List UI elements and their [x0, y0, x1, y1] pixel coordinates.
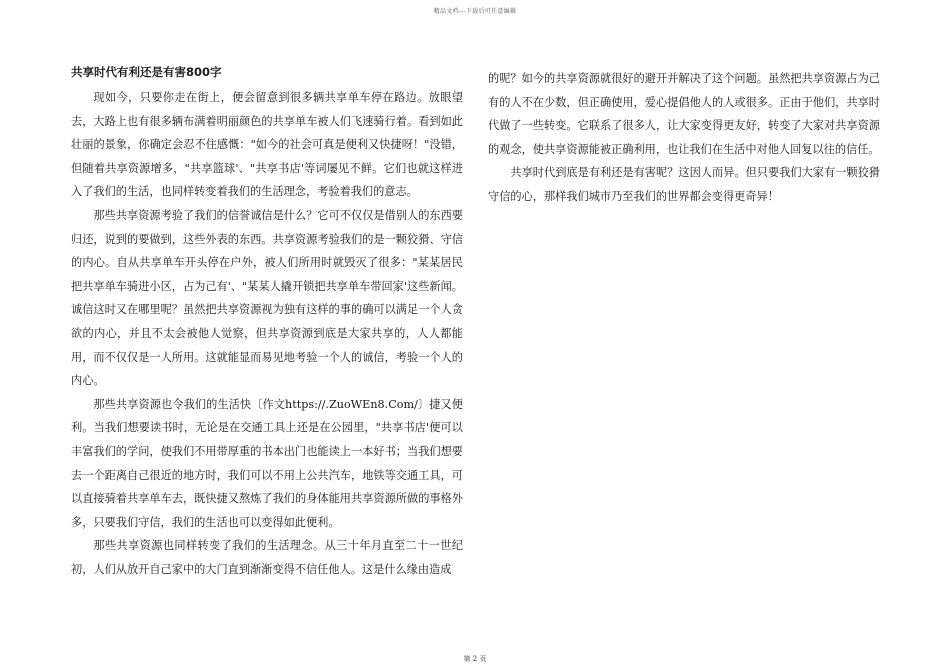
- page-header: 精品文档---下载后可任意编辑: [433, 8, 517, 15]
- paragraph: 共享时代到底是有利还是有害呢？这因人而异。但只要我们大家有一颗狡猾守信的心，那样我们城市乃至我们的世界都会变得更奇异！: [488, 166, 880, 203]
- left-column: [71, 62, 463, 581]
- page-number: 第 2 页: [463, 655, 487, 663]
- paragraph: 那些共享资源考验了我们的信誉诚信是什么？它可不仅仅是借别人的东西要归还，说到的要做到，这些外表的东西。共享资源考验我们的是一颗狡猾、守信的内心。自从共享单车开头停在户外，被人们所用时就毁灭了很多："某某居民把共享单车骑进小区，占为己有'、"某某人撬开锁把共享单车带回家'这些新闻。诚信这时又在哪里呢？虽然把共享资源视为独有这样的事的确可以满足一个人贪欲的内心，并且不太会被他人觉察，但共享资源到底是大家共享的，人人都能用，而不仅仅是一人所用。这就能显而易见地考验一个人的诚信，考验一个人的内心。: [71, 208, 463, 388]
- right-column: [488, 67, 880, 209]
- paragraph: 那些共享资源也令我们的生活快〔作文https://.ZuoWEn8.Com/〕捷又便利。当我们想要读书时，无论是在交通工具上还是在公园里，"共享书店'便可以丰富我们的学问，使我们不用带厚重的书本出门也能读上一本好书；当我们想要去一个距离自己很近的地方时，我们可以不用上公共汽车，地铁等交通工具，可以直接骑着共享单车去，既快捷又熬炼了我们的身体能用共享资源所做的事格外多，只要我们守信，我们的生活也可以变得如此便利。: [71, 397, 463, 529]
- paragraph: 那些共享资源也同样转变了我们的生活理念。从三十年月直至二十一世纪初，人们从放开自己家中的大门直到渐渐变得不信任他人。这是什么缘由造成: [71, 539, 463, 576]
- article-title: 共享时代有利还是有害800字: [71, 65, 222, 79]
- paragraph: 现如今，只要你走在街上，便会留意到很多辆共享单车停在路边。放眼望去，大路上也有很多辆布满着明丽颜色的共享单车被人们飞速骑行着。看到如此壮丽的景象，你确定会忍不住感慨："如今的社会可真是便利又快捷呀！"没错，但随着共享资源增多，"共享篮球'、"共享书店'等词屡见不鲜。它们也就这样进入了我们的生活，也同样转变着我们的生活理念，考验着我们的意志。: [71, 91, 463, 199]
- paragraph-continued: 的呢？如今的共享资源就很好的避开并解决了这个问题。虽然把共享资源占为己有的人不在少数，但正确使用，爱心提倡他人的人或很多。正由于他们，共享时代做了一些转变。它联系了很多人，让大家变得更友好，转变了大家对共享资源的观念，使共享资源能被正确利用，也让我们在生活中对他人回复以往的信任。: [488, 72, 880, 156]
